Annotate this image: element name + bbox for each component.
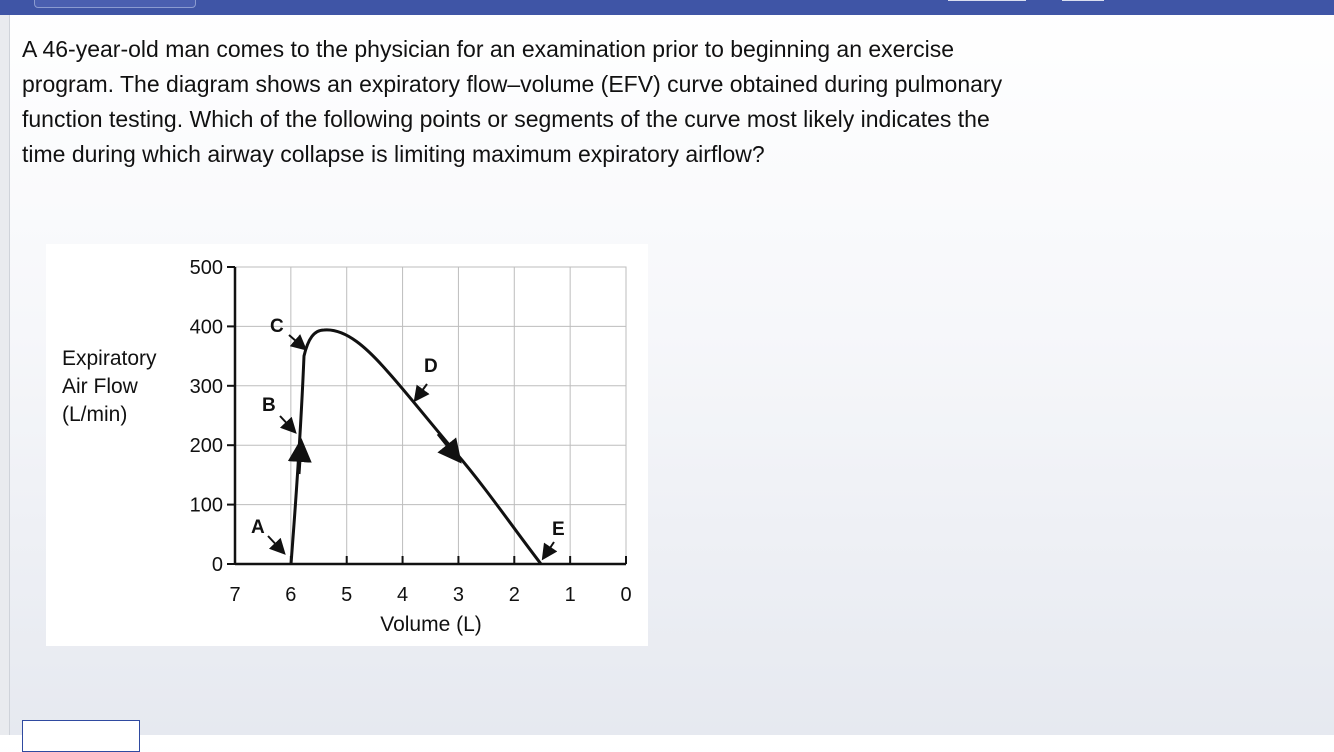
block-tab[interactable] [34, 0, 196, 8]
question-stem: A 46-year-old man comes to the physician for an examination prior to beginning an exercise program. The diagram shows an expiratory flow–volume (EFV) curve obtained during pulmonary function testing. Which of the following points or segments of the curve most likely indicates the time during which airway collapse is limiting maximum expiratory airflow? [22, 36, 1003, 167]
flow-volume-curve [291, 330, 541, 564]
y-tick-label: 400 [189, 316, 223, 339]
y-axis-label-line2: Air Flow [62, 375, 138, 398]
x-axis-label: Volume (L) [380, 613, 482, 636]
x-tick-label: 5 [341, 584, 353, 606]
y-tick-label: 0 [211, 554, 223, 576]
x-tick-label: 3 [452, 584, 464, 606]
y-tick-label: 500 [189, 257, 223, 279]
x-tick-label: 7 [229, 584, 241, 606]
pointer-arrow-e [544, 542, 554, 557]
x-tick-label: 6 [285, 584, 297, 606]
flow-volume-figure [46, 244, 648, 646]
x-tick-label: 0 [620, 584, 632, 606]
downslope-direction-arrow [438, 434, 458, 459]
next-button[interactable] [1062, 0, 1104, 1]
point-label-b: B [262, 395, 276, 416]
point-label-c: C [270, 316, 284, 337]
answer-choice-box[interactable] [22, 720, 140, 752]
x-tick-label: 4 [397, 584, 409, 606]
y-tick-label: 200 [189, 435, 223, 458]
top-navigation-bar [0, 0, 1334, 15]
y-tick-label: 100 [189, 494, 223, 517]
y-axis-label-line1: Expiratory [62, 347, 157, 370]
y-axis-label-line3: (L/min) [62, 403, 128, 426]
x-tick-label: 2 [508, 584, 520, 606]
x-tick-label: 1 [564, 584, 576, 606]
point-label-d: D [424, 356, 438, 377]
pointer-arrow-a [268, 536, 283, 552]
left-panel-edge [0, 15, 10, 735]
upstroke-direction-arrow [299, 444, 301, 474]
pointer-arrow-b [280, 416, 294, 431]
point-label-a: A [251, 517, 265, 538]
y-tick-label: 300 [189, 375, 223, 398]
point-label-e: E [552, 519, 565, 540]
previous-button[interactable] [948, 0, 1026, 1]
y-axis-ticks [190, 257, 235, 576]
